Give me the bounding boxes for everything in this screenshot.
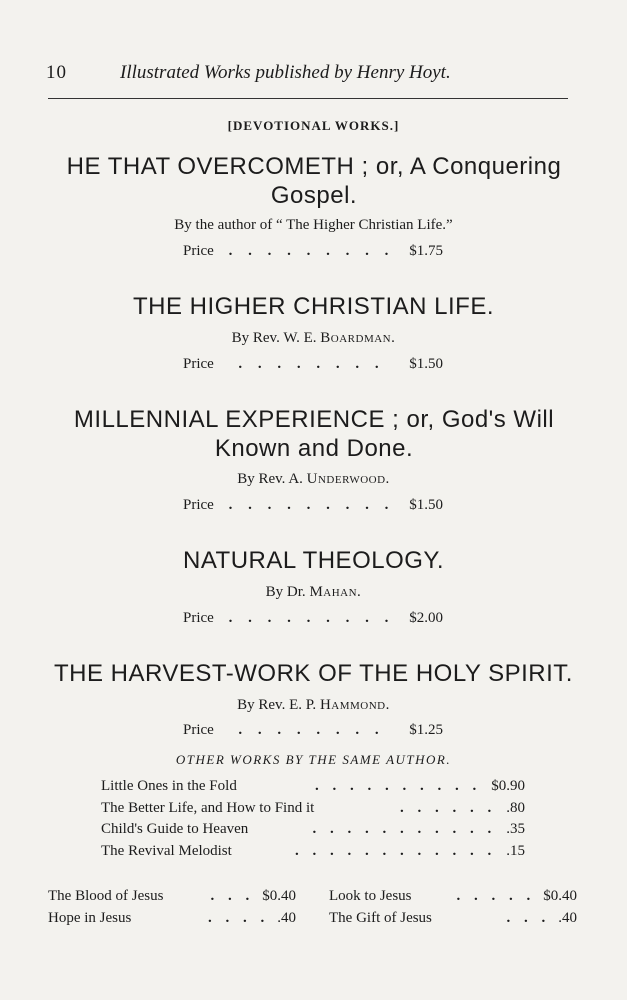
list-item-price: .40 [277, 910, 296, 926]
list-item-price: $0.90 [491, 778, 525, 794]
entry-byline: By Rev. W. E. Boardman. [231, 330, 396, 346]
list-item-title: The Revival Melodist [101, 843, 232, 859]
price-value: $1.25 [409, 722, 443, 738]
running-head-title: Illustrated Works published by Henry Hoyt. [120, 62, 451, 83]
running-head [0, 62, 627, 92]
leader-dots: . . . [506, 910, 551, 926]
list-item [48, 888, 296, 905]
leader-dots: . . . . . . . . [238, 722, 385, 738]
entry-title-line: HE THAT OVERCOMETH ; or, A Conquering [66, 153, 562, 180]
leader-dots: . . . [210, 888, 255, 904]
price-value: $1.50 [409, 356, 443, 372]
list-item [48, 910, 296, 927]
list-item [329, 888, 577, 905]
header-rule [48, 98, 568, 99]
leader-dots: . . . . . . . . . [228, 243, 395, 259]
leader-dots: . . . . . . [400, 800, 497, 816]
leader-dots: . . . . . [456, 888, 536, 904]
list-item-price: .80 [506, 800, 525, 816]
price-label: Price [183, 243, 214, 259]
entry-title-line: MILLENNIAL EXPERIENCE ; or, God's Will [73, 406, 555, 433]
price-label: Price [183, 497, 214, 513]
list-item-title: Little Ones in the Fold [101, 778, 237, 794]
entry-byline: By Rev. A. Underwood. [237, 471, 390, 487]
section-label: [DEVOTIONAL WORKS.] [227, 118, 400, 133]
price-value: $1.75 [409, 243, 443, 259]
author-name: Boardman. [320, 330, 396, 346]
list-item-title: The Better Life, and How to Find it [101, 800, 315, 816]
leader-dots: . . . . . . . . . [228, 610, 395, 626]
price-value: $1.50 [409, 497, 443, 513]
entry-byline: By Rev. E. P. Hammond. [237, 697, 390, 713]
author-name: Underwood. [306, 471, 390, 487]
entry-title-line: THE HIGHER CHRISTIAN LIFE. [132, 293, 495, 320]
entry-byline: By the author of “ The Higher Christian Life.” [174, 217, 453, 233]
price-label: Price [183, 610, 214, 626]
price-line [183, 243, 443, 260]
list-item-title: Child's Guide to Heaven [101, 821, 249, 837]
price-line [183, 722, 443, 739]
entry-title [34, 152, 594, 210]
price-label: Price [183, 356, 214, 372]
list-item-price: .15 [506, 843, 525, 859]
leader-dots: . . . . . . . . . [228, 497, 395, 513]
entry-title-line: Known and Done. [214, 435, 414, 462]
entry-title [30, 546, 597, 575]
leader-dots: . . . . . . . . . . . [312, 821, 497, 837]
leader-dots: . . . . [208, 910, 270, 926]
entry-byline: By Dr. Mahan. [265, 584, 362, 600]
price-value: $2.00 [409, 610, 443, 626]
list-item-title: The Blood of Jesus [48, 888, 164, 904]
price-line [183, 356, 443, 373]
author-name: Hammond. [319, 697, 390, 713]
entry-title-line: NATURAL THEOLOGY. [182, 547, 444, 574]
leader-dots: . . . . . . . . . . [315, 778, 482, 794]
entry-title [30, 292, 597, 321]
entry-title-line: Gospel. [270, 182, 358, 209]
entry-title [34, 405, 594, 463]
entry-title-line: THE HARVEST-WORK OF THE HOLY SPIRIT. [54, 660, 573, 687]
list-item-price: $0.40 [543, 888, 577, 904]
list-item [101, 843, 525, 860]
list-item-title: Look to Jesus [329, 888, 412, 904]
list-item [329, 910, 577, 927]
list-item [101, 821, 525, 838]
leader-dots: . . . . . . . . . . . . [295, 843, 497, 859]
page-number: 10 [46, 62, 67, 83]
list-item-title: Hope in Jesus [48, 910, 132, 926]
price-line [183, 497, 443, 514]
entry-title [30, 659, 597, 688]
price-label: Price [183, 722, 214, 738]
price-line [183, 610, 443, 627]
list-item-price: $0.40 [262, 888, 296, 904]
list-item-title: The Gift of Jesus [329, 910, 432, 926]
list-item-price: .35 [506, 821, 525, 837]
list-item [101, 778, 525, 795]
author-name: Mahan. [309, 584, 362, 600]
list-item [101, 800, 525, 817]
leader-dots: . . . . . . . . [238, 356, 385, 372]
list-item-price: .40 [558, 910, 577, 926]
other-works-heading: OTHER WORKS BY THE SAME AUTHOR. [175, 752, 452, 767]
